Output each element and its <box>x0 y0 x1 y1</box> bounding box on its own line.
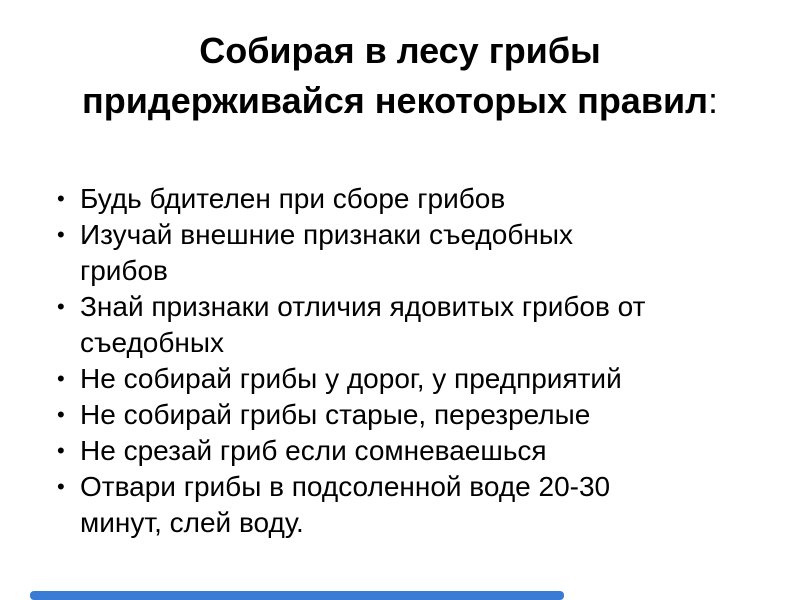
progress-bar[interactable] <box>30 591 564 600</box>
bullet-icon: • <box>57 222 65 247</box>
list-item <box>55 397 775 433</box>
list-item-text: Не собирай грибы старые, перезрелые <box>80 399 591 430</box>
list-item-text: минут, слей воду. <box>80 507 304 538</box>
list-item <box>55 361 775 397</box>
bullet-icon: • <box>57 474 65 499</box>
bullet-icon: • <box>57 186 65 211</box>
list-item-text: Не собирай грибы у дорог, у предприятий <box>80 363 622 394</box>
rules-list <box>55 181 775 541</box>
list-item-text: Будь бдителен при сборе грибов <box>80 183 506 214</box>
bullet-icon: • <box>57 366 65 391</box>
title-colon: : <box>707 80 718 121</box>
list-item-text: Знай признаки отличия ядовитых грибов от <box>80 291 646 322</box>
title-line-1: Собирая в лесу грибы <box>199 30 601 71</box>
list-item-text: Отвари грибы в подсоленной воде 20-30 <box>80 471 611 502</box>
list-item-text: Изучай внешние признаки съедобных <box>80 219 573 250</box>
list-item-text: Не срезай гриб если сомневаешься <box>80 435 547 466</box>
title-line-2 <box>0 76 800 126</box>
slide-title <box>0 26 800 126</box>
list-item <box>55 217 775 289</box>
list-item-text: грибов <box>80 255 168 286</box>
title-line-2-text: придерживайся некоторых правил <box>82 80 708 121</box>
list-item <box>55 181 775 217</box>
list-item <box>55 469 775 541</box>
bullet-icon: • <box>57 438 65 463</box>
list-item <box>55 289 775 361</box>
list-item-text: съедобных <box>80 327 224 358</box>
bullet-icon: • <box>57 402 65 427</box>
bullet-icon: • <box>57 294 65 319</box>
list-item <box>55 433 775 469</box>
